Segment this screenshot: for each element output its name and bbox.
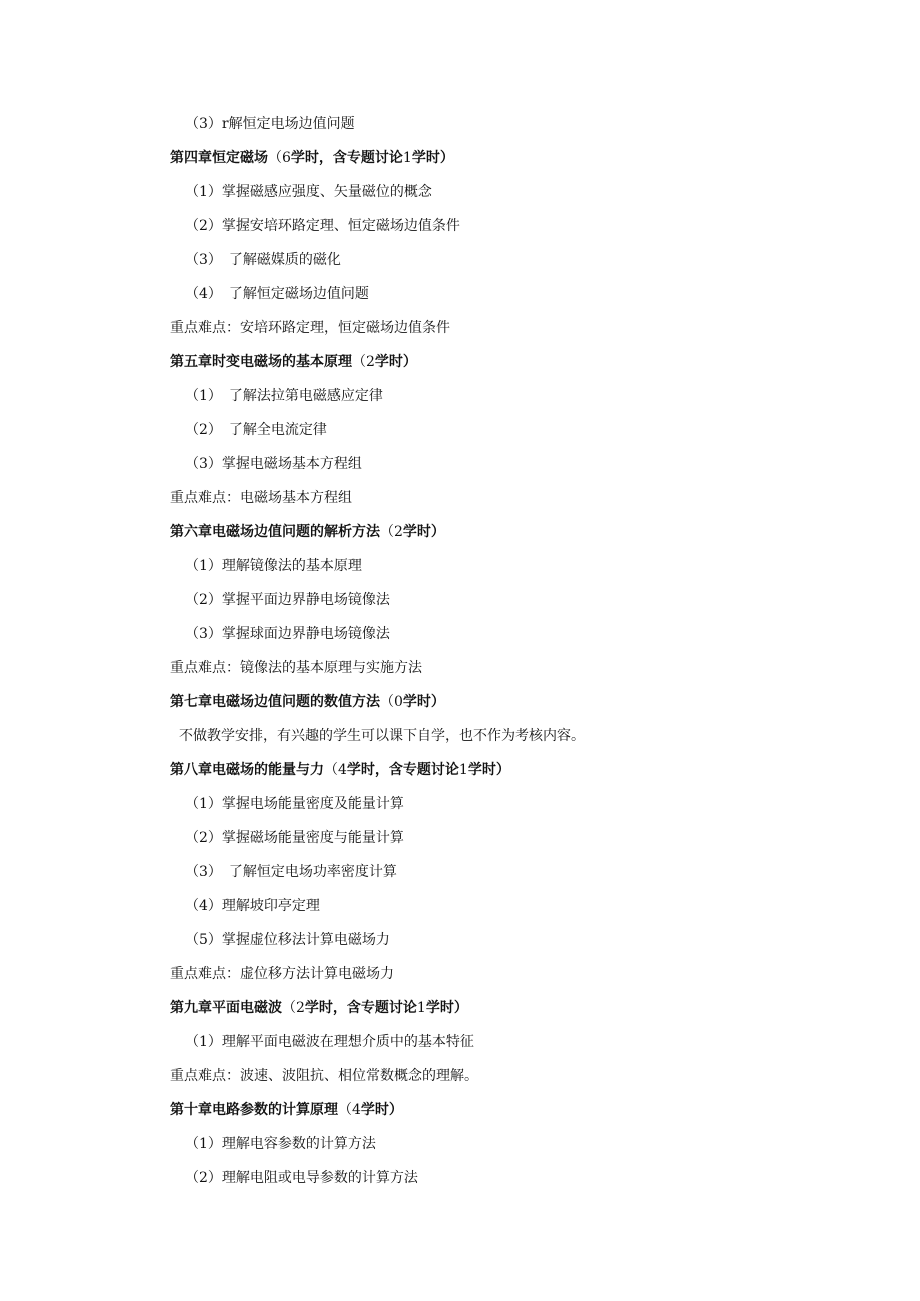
list-item: （3）掌握电磁场基本方程组: [185, 456, 362, 472]
hours-open: （2: [282, 1000, 305, 1016]
list-item: （2） 了解全电流定律: [185, 422, 327, 438]
chapter-title: 第八章电磁场的能量与力: [170, 762, 324, 778]
list-item: （3）r解恒定电场边值问题: [185, 116, 355, 132]
list-item: （3）掌握球面边界静电场镜像法: [185, 626, 390, 642]
list-item: （4） 了解恒定磁场边值问题: [185, 286, 369, 302]
chapter-heading: [170, 353, 417, 371]
key-points: 重点难点：安培环路定理，恒定磁场边值条件: [170, 320, 450, 336]
list-item: （1）掌握磁感应强度、矢量磁位的概念: [185, 184, 432, 200]
chapter-heading: [170, 149, 454, 167]
list-item: （1）理解平面电磁波在理想介质中的基本特征: [185, 1034, 474, 1050]
chapter-heading: [170, 761, 510, 779]
hours-close: 学时）: [425, 1000, 468, 1016]
hours-text: 学时）: [360, 1102, 403, 1118]
hours-close: 学时）: [467, 762, 510, 778]
hours-text: 学时）: [374, 354, 417, 370]
hours-text: 学时）: [402, 524, 445, 540]
discussion-hours: 1: [402, 150, 412, 166]
list-item: （3） 了解恒定电场功率密度计算: [185, 864, 397, 880]
list-item: （1）理解镜像法的基本原理: [185, 558, 362, 574]
list-item: （4）理解坡印亭定理: [185, 898, 320, 914]
hours-open: （6: [268, 150, 291, 166]
hours-text: 学时，含专题讨论: [304, 1000, 417, 1016]
hours-close: 学时）: [411, 150, 454, 166]
chapter-heading: [170, 693, 445, 711]
key-points: 重点难点：镜像法的基本原理与实施方法: [170, 660, 422, 676]
chapter-heading: [170, 523, 445, 541]
list-item: （2）理解电阻或电导参数的计算方法: [185, 1170, 418, 1186]
discussion-hours: 1: [416, 1000, 426, 1016]
hours-open: （2: [352, 354, 375, 370]
hours-open: （4: [324, 762, 347, 778]
chapter-title: 第五章时变电磁场的基本原理: [170, 354, 352, 370]
list-item: （1） 了解法拉第电磁感应定律: [185, 388, 383, 404]
hours-open: （2: [380, 524, 403, 540]
chapter-title: 第四章恒定磁场: [170, 150, 268, 166]
hours-open: （0: [380, 694, 403, 710]
list-item: （2）掌握平面边界静电场镜像法: [185, 592, 390, 608]
list-item: （2）掌握安培环路定理、恒定磁场边值条件: [185, 218, 460, 234]
chapter-note: 不做教学安排，有兴趣的学生可以课下自学，也不作为考核内容。: [179, 728, 585, 744]
chapter-heading: [170, 999, 468, 1017]
key-points: 重点难点：虚位移方法计算电磁场力: [170, 966, 394, 982]
hours-text: 学时）: [402, 694, 445, 710]
key-points: 重点难点：电磁场基本方程组: [170, 490, 352, 506]
list-item: （1）理解电容参数的计算方法: [185, 1136, 376, 1152]
chapter-heading: [170, 1101, 403, 1119]
hours-open: （4: [338, 1102, 361, 1118]
chapter-title: 第十章电路参数的计算原理: [170, 1102, 338, 1118]
hours-text: 学时，含专题讨论: [290, 150, 403, 166]
list-item: （2）掌握磁场能量密度与能量计算: [185, 830, 404, 846]
chapter-title: 第七章电磁场边值问题的数值方法: [170, 694, 380, 710]
key-points: 重点难点：波速、波阻抗、相位常数概念的理解。: [170, 1068, 478, 1084]
list-item: （1）掌握电场能量密度及能量计算: [185, 796, 404, 812]
list-item: （5）掌握虚位移法计算电磁场力: [185, 932, 390, 948]
list-item: （3） 了解磁媒质的磁化: [185, 252, 341, 268]
chapter-title: 第九章平面电磁波: [170, 1000, 282, 1016]
chapter-title: 第六章电磁场边值问题的解析方法: [170, 524, 380, 540]
hours-text: 学时，含专题讨论: [346, 762, 459, 778]
discussion-hours: 1: [458, 762, 468, 778]
